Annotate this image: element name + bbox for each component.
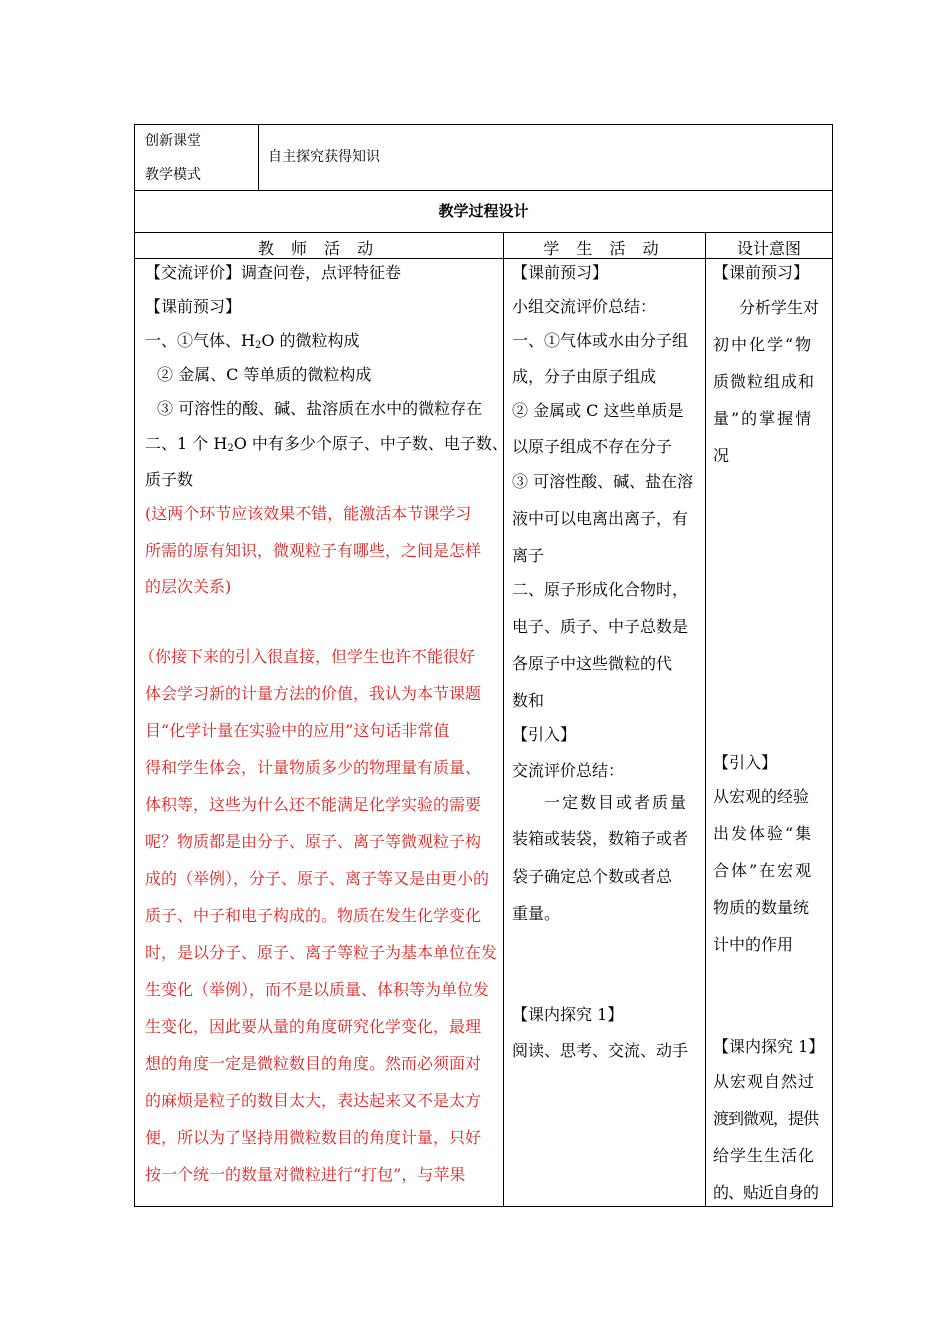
teacher-line-preview-heading: 【课前预习】	[145, 297, 242, 316]
intent-line: 渡到微观，提供	[713, 1109, 819, 1128]
teacher-line-1-pre: 一、①气体、H	[145, 331, 255, 350]
student-line: 电子、质子、中子总数是	[512, 617, 689, 636]
intent-line: 给学生生活化	[713, 1146, 816, 1165]
section-title: 教学过程设计	[438, 202, 529, 220]
column-header-teacher: 教 师 活 动	[257, 239, 380, 258]
intent-line: 出发体验“集	[713, 824, 814, 843]
intent-line: 况	[713, 446, 730, 465]
student-line: 交流评价总结：	[512, 761, 625, 780]
comment-line: （你接下来的引入很直接，但学生也许不能很好	[139, 647, 476, 666]
comment-line: 成的（举例），分子、原子、离子等又是由更小的	[145, 869, 490, 888]
comment-line: 所需的原有知识，微观粒子有哪些，之间是怎样	[145, 541, 482, 560]
comment-line: 时，是以分子、原子、离子等粒子为基本单位在发	[145, 943, 498, 962]
intent-line-preview-heading: 【课前预习】	[713, 263, 810, 282]
intent-line: 的、贴近自身的	[713, 1183, 819, 1202]
intent-line: 计中的作用	[713, 935, 794, 954]
comment-line: 得和学生体会，计量物质多少的物理量有质量、	[145, 758, 482, 777]
intent-line: 从宏观自然过	[713, 1072, 816, 1091]
teaching-mode-label-line1: 创新课堂	[145, 133, 201, 149]
comment-line: 生变化，因此要从量的角度研究化学变化，最理	[145, 1017, 482, 1036]
teacher-line-1	[145, 330, 360, 357]
teaching-mode-label	[145, 124, 255, 192]
comment-line: 呢？物质都是由分子、原子、离子等微观粒子构	[145, 832, 482, 851]
title-bottom-rule	[134, 232, 833, 233]
intent-line: 分析学生对	[739, 298, 820, 317]
teacher-line-2: ② 金属、C 等单质的微粒构成	[157, 365, 372, 384]
comment-line: 便，所以为了坚持用微粒数目的角度计量，只好	[145, 1128, 482, 1147]
student-line-preview-heading: 【课前预习】	[512, 263, 609, 282]
student-line: 各原子中这些微粒的代	[512, 654, 673, 673]
student-line-explore-heading: 【课内探究 1】	[512, 1005, 624, 1024]
teacher-line-3: ③ 可溶性的酸、碱、盐溶质在水中的微粒存在	[157, 399, 483, 418]
intent-line: 量”的掌握情	[713, 409, 814, 428]
comment-line: 的层次关系)	[145, 577, 232, 596]
comment-line: 想的角度一定是微粒数目的角度。然而必须面对	[145, 1054, 482, 1073]
student-line: ② 金属或 C 这些单质是	[512, 401, 684, 420]
comment-line: 质子、中子和电子构成的。物质在发生化学变化	[145, 906, 482, 925]
student-line: 离子	[512, 546, 545, 565]
student-line: 以原子组成不存在分子	[512, 437, 673, 456]
teaching-mode-value: 自主探究获得知识	[268, 149, 380, 165]
intent-line-intro-heading: 【引入】	[713, 753, 778, 772]
header-divider	[258, 124, 259, 190]
teacher-line-1-post: O 的微粒构成	[261, 331, 360, 350]
student-line: 一、①气体或水由分子组	[512, 331, 689, 350]
intent-line: 物质的数量统	[713, 898, 810, 917]
intent-line: 初中化学“物	[713, 335, 814, 354]
teacher-line-4-post: O 中有多少个原子、中子数、电子数、	[233, 434, 508, 453]
comment-line: (这两个环节应该效果不错，能激活本节课学习	[145, 504, 472, 523]
comment-line: 体积等，这些为什么还不能满足化学实验的需要	[145, 795, 482, 814]
student-intent-divider	[705, 232, 706, 1207]
teacher-line-4-sub: 2	[227, 443, 234, 454]
intent-line: 合体”在宏观	[713, 861, 814, 880]
column-header-intent: 设计意图	[736, 239, 801, 258]
intent-line-explore-heading: 【课内探究 1】	[713, 1037, 825, 1056]
student-line: 阅读、思考、交流、动手	[512, 1041, 689, 1060]
student-line: 装箱或装袋，数箱子或者	[512, 829, 689, 848]
teacher-line-4-pre: 二、1 个 H	[145, 434, 228, 453]
student-line: 液中可以电离出离子，有	[512, 509, 689, 528]
column-header-student: 学 生 活 动	[543, 239, 665, 258]
student-line: 二、原子形成化合物时，	[512, 580, 689, 599]
comment-line: 目“化学计量在实验中的应用”这句话非常值	[145, 721, 450, 740]
student-line: 小组交流评价总结：	[512, 297, 657, 316]
teacher-line-evaluation: 【交流评价】调查问卷，点评特征卷	[145, 263, 402, 282]
comment-line: 的麻烦是粒子的数目太大，表达起来又不是太方	[145, 1091, 482, 1110]
teaching-mode-label-line2: 教学模式	[145, 167, 201, 183]
student-line: ③ 可溶性酸、碱、盐在溶	[512, 472, 694, 491]
student-line: 一定数目或者质量	[544, 793, 689, 812]
teacher-line-5: 质子数	[145, 470, 194, 489]
student-line-intro-heading: 【引入】	[512, 725, 577, 744]
comment-line: 按一个统一的数量对微粒进行“打包”，与苹果	[145, 1165, 466, 1184]
teacher-line-4	[145, 433, 508, 460]
student-line: 重量。	[512, 904, 561, 923]
teacher-student-divider	[503, 232, 504, 1207]
intent-line: 从宏观的经验	[713, 787, 810, 806]
student-line: 成，分子由原子组成	[512, 367, 657, 386]
comment-line: 生变化（举例），而不是以质量、体积等为单位发	[145, 980, 490, 999]
intent-line: 质微粒组成和	[713, 372, 816, 391]
comment-line: 体会学习新的计量方法的价值，我认为本节课题	[145, 684, 482, 703]
student-line: 袋子确定总个数或者总	[512, 867, 673, 886]
student-line: 数和	[512, 691, 545, 710]
teacher-line-1-sub: 2	[254, 340, 262, 351]
